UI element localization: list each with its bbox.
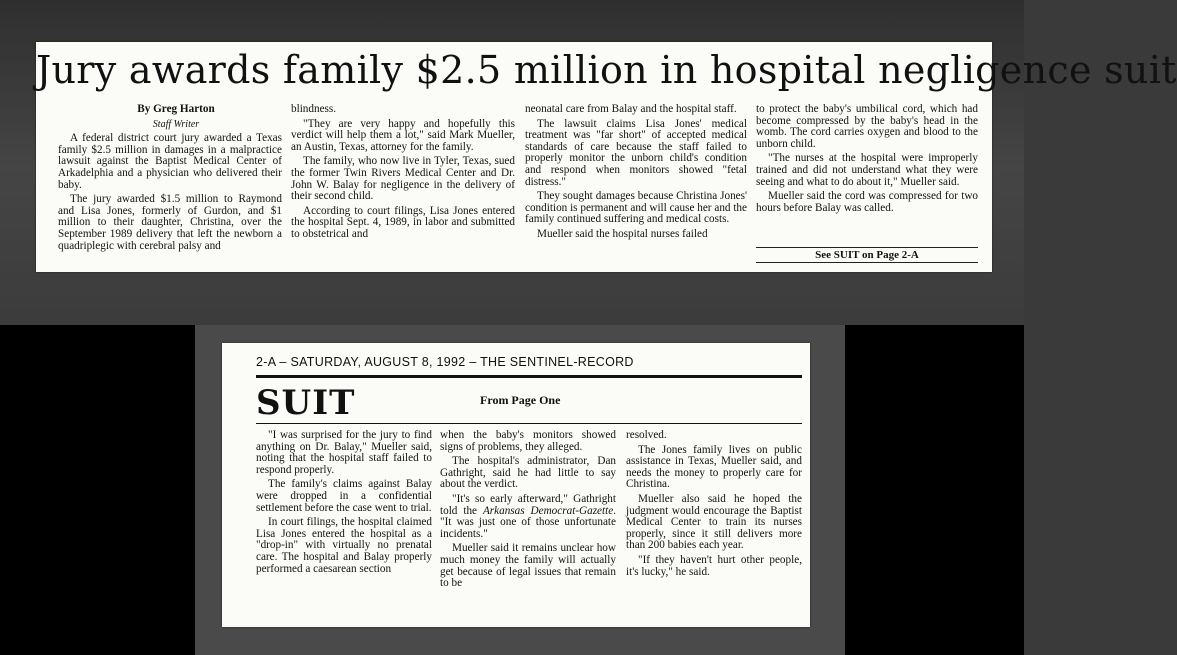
- staff-writer-label: Staff Writer: [152, 118, 200, 130]
- paragraph: The family's claims against Balay were dropped in a confidential settlement before the case went to trial.: [256, 478, 432, 514]
- newspaper-name: Arkansas Democrat-Gazette: [482, 504, 614, 517]
- paragraph: The family, who now live in Tyler, Texas, sued the former Twin Rivers Medical Center and Dr. John W. Balay for negligence in the delivery of their second child.: [291, 155, 515, 203]
- paragraph: "The nurses at the hospital were improperly trained and did not understand what they were seeing and what to do about it," Mueller said.: [756, 152, 978, 188]
- paragraph: "They are very happy and hopefully this verdict will help them a lot," said Mark Mueller, an Austin, Texas, attorney for the family.: [291, 117, 515, 153]
- article-column-4: [756, 104, 978, 246]
- article-column-1: [58, 104, 282, 266]
- article-column-3: [525, 104, 747, 266]
- paragraph: The lawsuit claims Lisa Jones' medical treatment was "far short" of accepted medical standards of care because the staff failed to properly monitor the unborn child's condition and respond when monitors showed "fetal distress.": [525, 117, 747, 188]
- continuation-column-2: [440, 430, 616, 622]
- paragraph: The hospital's administrator, Dan Gathright, said he had little to say about the verdict.: [440, 455, 616, 491]
- quote-text: . "It was just one of those unfortunate incidents.": [440, 504, 616, 540]
- rule-top: [256, 375, 802, 378]
- rule-bottom: [256, 423, 802, 424]
- paragraph: "I was surprised for the jury to find anything on Dr. Balay," Mueller said, noting that the hospital staff failed to respond properly.: [256, 429, 432, 476]
- paragraph: The Jones family lives on public assistance in Texas, Mueller said, and needs the money to properly care for Christina.: [626, 443, 802, 491]
- paragraph: According to court filings, Lisa Jones entered the hospital Sept. 4, 1989, in labor and submitted to obstetrical and: [291, 204, 515, 240]
- byline: By Greg Harton: [137, 103, 215, 115]
- paragraph: They sought damages because Christina Jones' condition is permanent and will cause her and the family continued suffering and medical costs.: [525, 190, 747, 226]
- paragraph: Mueller said it remains unclear how much money the family will actually get because of legal issues that remain to be: [440, 542, 616, 590]
- continuation-column-3: [626, 430, 802, 622]
- jump-title: SUIT: [256, 383, 356, 423]
- paragraph: [440, 494, 616, 540]
- continuation-column-1: [256, 430, 432, 622]
- paragraph: neonatal care from Balay and the hospital staff.: [525, 103, 737, 115]
- paragraph: A federal district court jury awarded a Texas family $2.5 million in damages in a malpractice lawsuit against the Baptist Medical Center of Arkadelphia and a physician who delivered their baby.: [58, 132, 282, 191]
- paragraph: Mueller also said he hoped the judgment would encourage the Baptist Medical Center to train its nurses properly, since it still delivers more than 200 babies each year.: [626, 492, 802, 552]
- quote-text: "It's so early afterward," Gathright told the: [440, 492, 616, 517]
- front-page-clipping: [36, 42, 1177, 272]
- jump-line: See SUIT on Page 2-A: [756, 247, 978, 263]
- from-page-label: From Page One: [480, 393, 561, 407]
- paragraph: The jury awarded $1.5 million to Raymond and Lisa Jones, formerly of Gurdon, and $1 million to their daughter, Christina, over the September 1989 delivery that left the newborn a quadriplegic with cerebral palsy and: [58, 193, 282, 252]
- page-dateline: 2-A – SATURDAY, AUGUST 8, 1992 – THE SENTINEL-RECORD: [256, 355, 634, 369]
- headline: Jury awards family $2.5 million in hospital negligence suit: [36, 48, 1177, 92]
- article-column-2: [291, 104, 515, 266]
- paragraph: when the baby's monitors showed signs of problems, they alleged.: [440, 429, 616, 453]
- paragraph: resolved.: [626, 429, 667, 441]
- paragraph: "If they haven't hurt other people, it's lucky," he said.: [626, 553, 802, 578]
- paragraph: Mueller said the hospital nurses failed: [537, 227, 708, 240]
- paragraph: In court filings, the hospital claimed Lisa Jones entered the hospital as a "drop-in" with virtually no prenatal care. The hospital and Balay properly performed a caesarean section: [256, 516, 432, 575]
- paragraph: to protect the baby's umbilical cord, which had become compressed by the baby's head in the womb. The cord carries oxygen and blood to the unborn child.: [756, 103, 978, 150]
- paragraph: blindness.: [291, 103, 337, 115]
- paragraph: Mueller said the cord was compressed for two hours before Balay was called.: [756, 190, 978, 214]
- continuation-clipping: [222, 343, 810, 627]
